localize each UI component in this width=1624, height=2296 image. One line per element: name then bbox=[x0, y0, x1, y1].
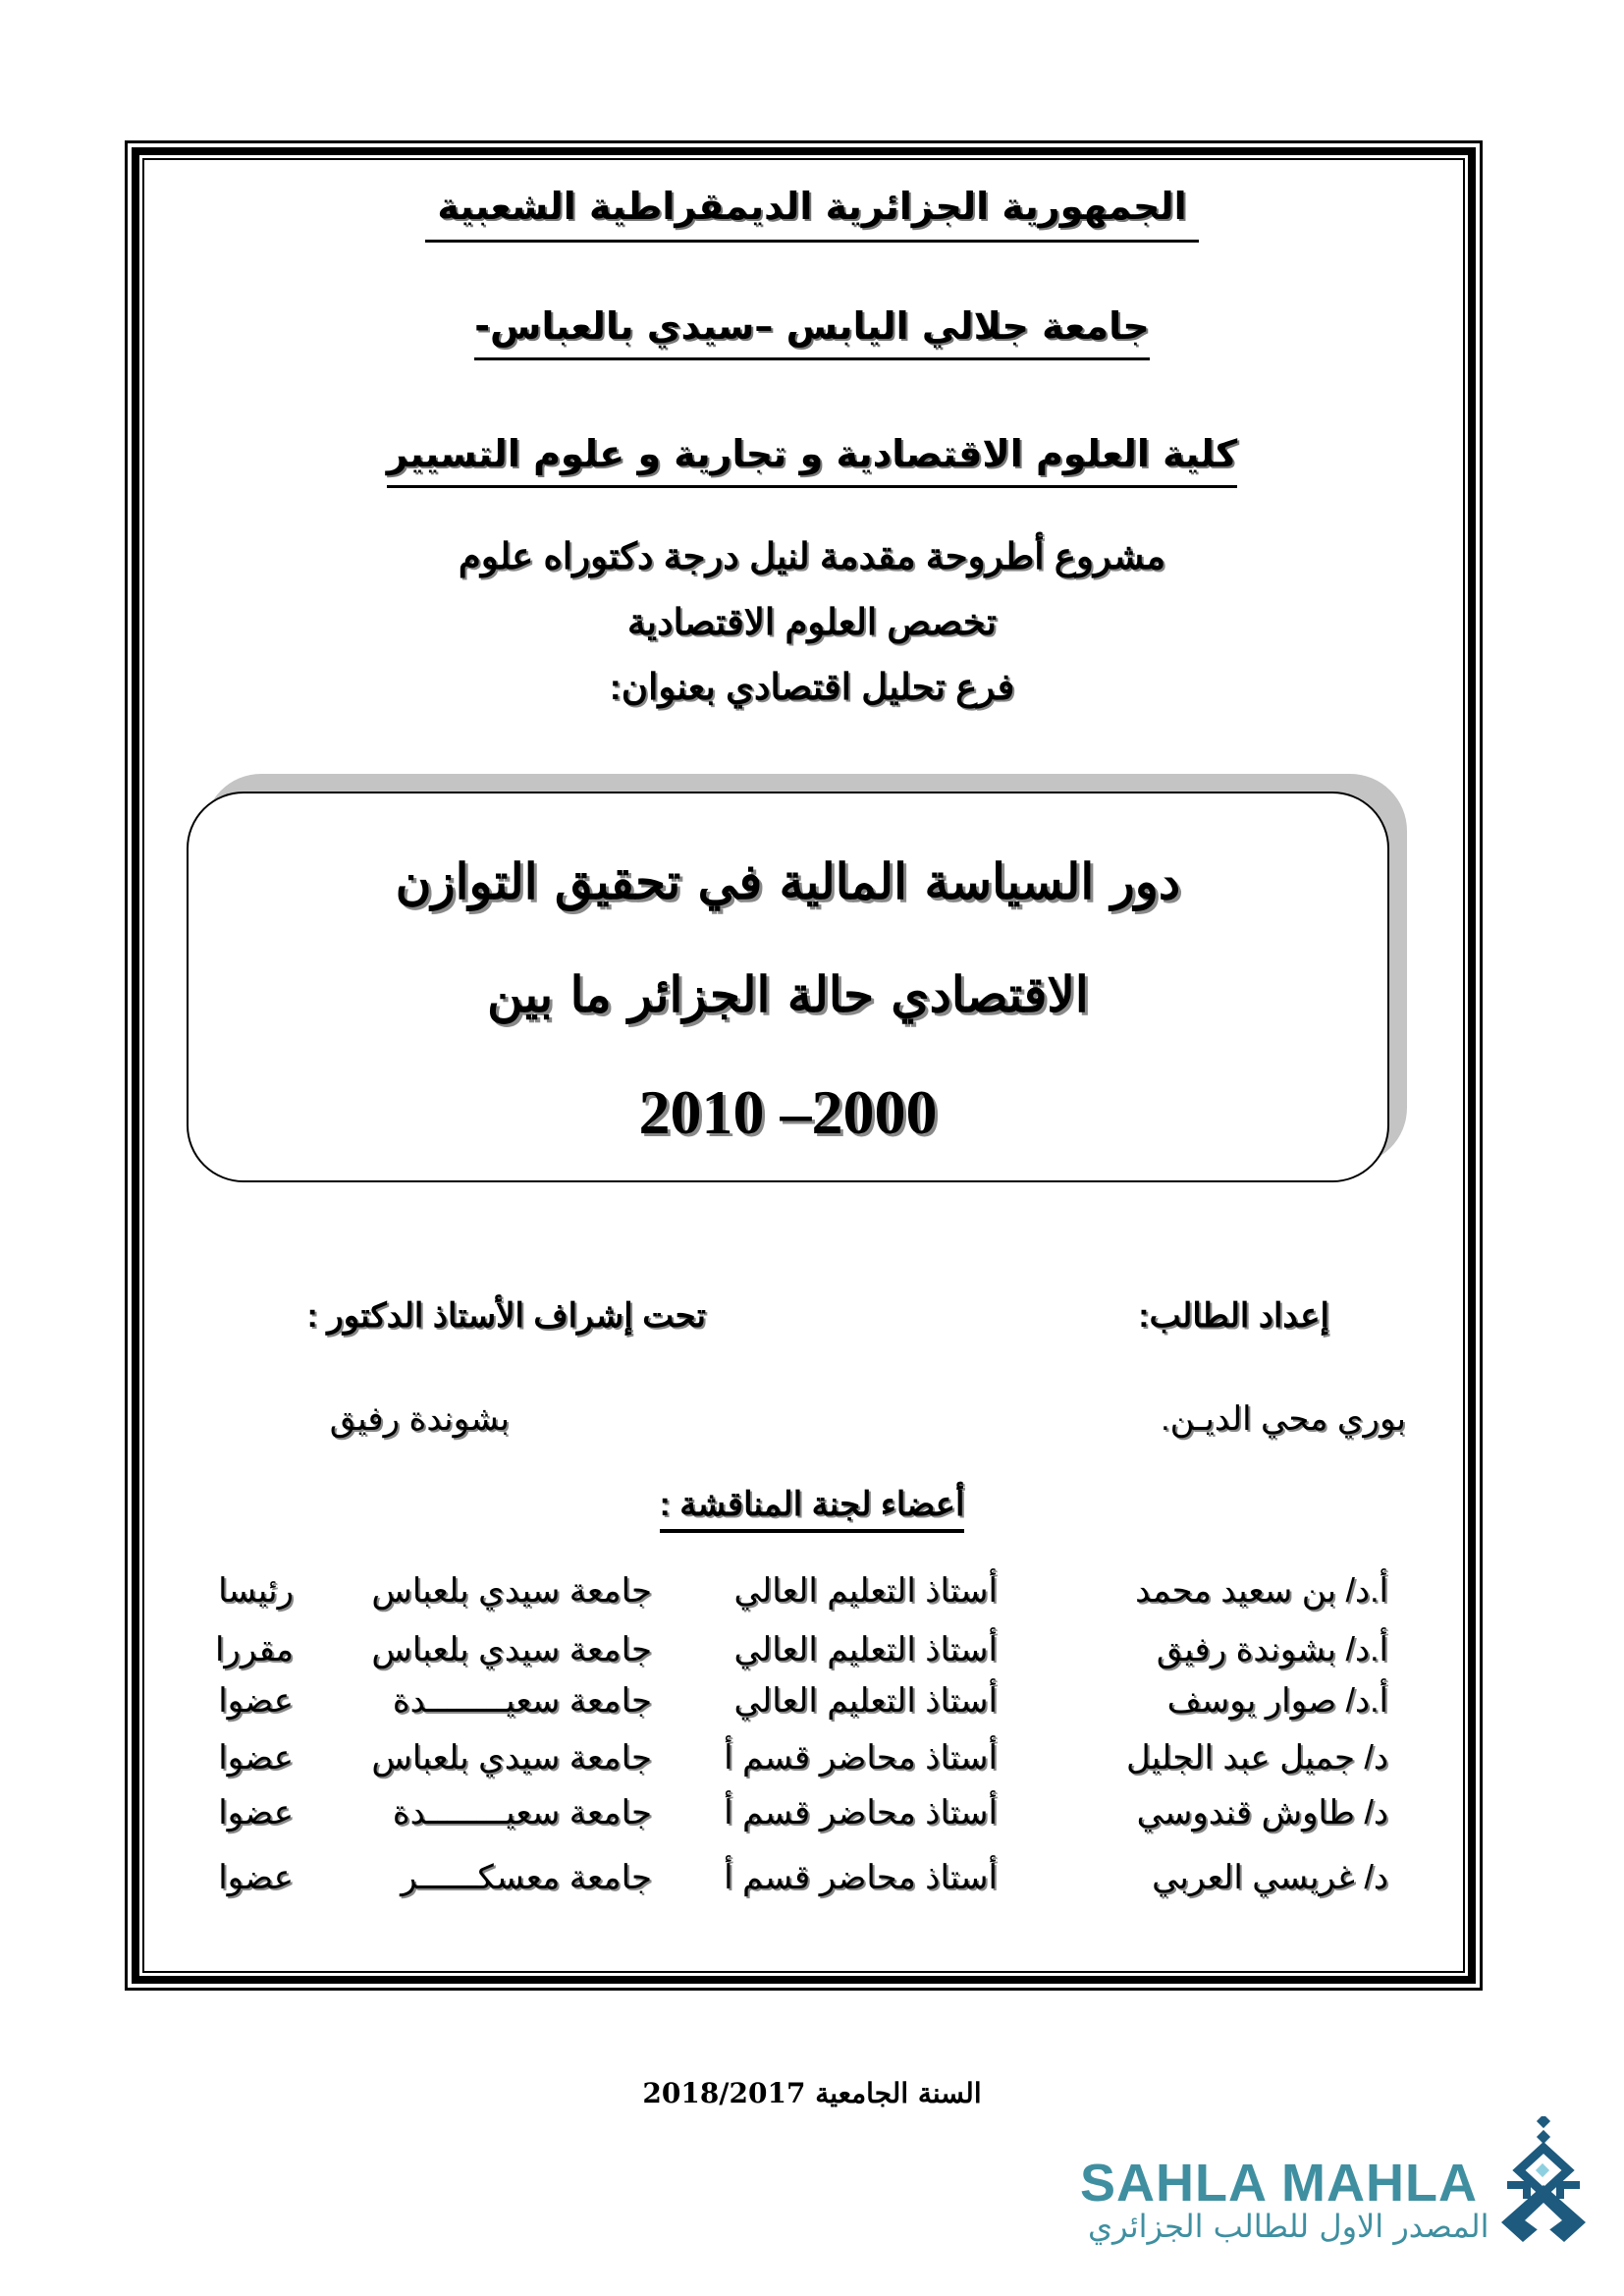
calligraphy-logo-icon bbox=[1488, 2116, 1605, 2244]
university-text: جامعة جلالي اليابس –سيدي بالعباس- bbox=[474, 304, 1150, 360]
thesis-title-line-2: الاقتصادي حالة الجزائر ما بين bbox=[487, 965, 1089, 1023]
university-heading bbox=[0, 304, 1624, 360]
member-rank: أستاذ محاضر قسم أ bbox=[724, 1794, 998, 1831]
member-name: أ.د/ بشوندة رفيق bbox=[1156, 1631, 1388, 1668]
thesis-specialty: تخصص العلوم الاقتصادية bbox=[626, 602, 998, 642]
republic-text: الجمهورية الجزائرية الديمقراطية الشعبية bbox=[425, 185, 1198, 243]
committee-row bbox=[0, 1858, 1624, 1909]
thesis-title-line-1: دور السياسة المالية في تحقيق التوازن bbox=[395, 852, 1181, 910]
member-rank: أستاذ محاضر قسم أ bbox=[724, 1739, 998, 1777]
member-university: جامعة سعيــــــــدة bbox=[392, 1794, 652, 1831]
student-name: بوري محي الديـن. bbox=[1161, 1400, 1406, 1438]
member-university: جامعة معسكــــــر bbox=[401, 1859, 652, 1896]
faculty-text: كلية العلوم الاقتصادية و تجارية و علوم التسيير bbox=[387, 432, 1238, 488]
title-box bbox=[187, 792, 1389, 1182]
member-name: أ.د/ صوار يوسف bbox=[1166, 1682, 1388, 1720]
supervisor-label: تحت إشراف الأستاذ الدكتور : bbox=[306, 1297, 706, 1335]
supervisor-name: بشوندة رفيق bbox=[329, 1400, 510, 1438]
faculty-heading bbox=[0, 432, 1624, 488]
member-role: عضوا bbox=[218, 1682, 294, 1720]
committee-row bbox=[0, 1630, 1624, 1681]
member-role: رئيسا bbox=[218, 1572, 294, 1610]
committee-row bbox=[0, 1681, 1624, 1732]
thesis-type: مشروع أطروحة مقدمة لنيل درجة دكتوراه علوم bbox=[458, 536, 1166, 576]
member-role: مقررا bbox=[214, 1631, 294, 1668]
member-university: جامعة سيدي بلعباس bbox=[371, 1572, 652, 1610]
member-name: د/ طاوش قندوسي bbox=[1136, 1794, 1388, 1831]
republic-heading bbox=[0, 185, 1624, 243]
member-rank: أستاذ التعليم العالي bbox=[733, 1572, 998, 1610]
member-name: أ.د/ بن سعيد محمد bbox=[1135, 1572, 1388, 1610]
academic-year: السنة الجامعية 2018/2017 bbox=[642, 2077, 982, 2109]
committee-row bbox=[0, 1793, 1624, 1844]
watermark-brand: SAHLA MAHLA bbox=[1080, 2154, 1478, 2213]
member-rank: أستاذ التعليم العالي bbox=[733, 1682, 998, 1720]
member-name: د/ جميل عبد الجليل bbox=[1125, 1739, 1388, 1777]
member-university: جامعة سعيــــــــدة bbox=[392, 1682, 652, 1720]
member-role: عضوا bbox=[218, 1739, 294, 1777]
member-rank: أستاذ التعليم العالي bbox=[733, 1631, 998, 1668]
member-rank: أستاذ محاضر قسم أ bbox=[724, 1859, 998, 1896]
sahla-mahla-watermark bbox=[1080, 2151, 1624, 2296]
committee-row bbox=[0, 1738, 1624, 1789]
committee-title bbox=[0, 1485, 1624, 1524]
committee-title-text: أعضاء لجنة المناقشة : bbox=[660, 1486, 965, 1533]
committee-row bbox=[0, 1571, 1624, 1622]
thesis-branch: فرع تحليل اقتصادي بعنوان: bbox=[609, 667, 1015, 707]
member-role: عضوا bbox=[218, 1859, 294, 1896]
thesis-title-years: 2000– 2010 bbox=[638, 1077, 938, 1147]
member-university: جامعة سيدي بلعباس bbox=[371, 1739, 652, 1777]
member-university: جامعة سيدي بلعباس bbox=[371, 1631, 652, 1668]
member-name: د/ غريسي العربي bbox=[1152, 1859, 1388, 1896]
watermark-tagline: المصدر الاول للطالب الجزائري bbox=[1088, 2208, 1489, 2245]
student-label: إعداد الطالب: bbox=[1138, 1297, 1329, 1335]
member-role: عضوا bbox=[218, 1794, 294, 1831]
